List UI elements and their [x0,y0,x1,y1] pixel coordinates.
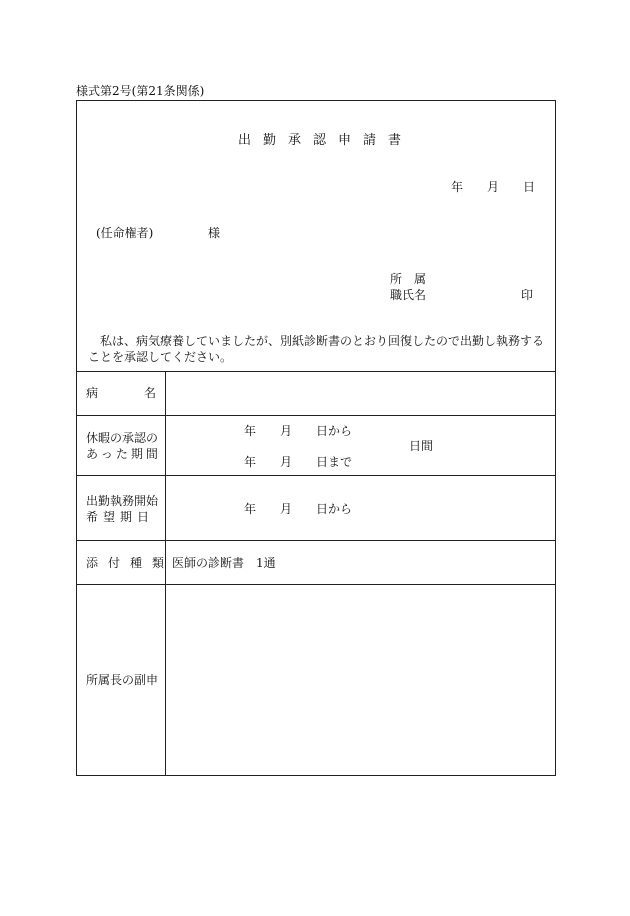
seal-label: 印 [521,288,534,302]
divider [77,584,555,585]
leave-period-label-line-1: 休暇の承認の [86,431,159,445]
attachments-value: 医師の診断書 1通 [172,556,276,570]
leave-to-day: 日まで [316,455,353,469]
supervisor-comment-label: 所属長の副申 [86,673,159,687]
return-date-label-line-2: 希望期日 [86,510,155,524]
leave-from-month: 月 [280,424,293,438]
statement-line-1: 私は、病気療養していましたが、別紙診断書のとおり回復したので出勤し執務する [100,334,545,348]
leave-days-label: 日間 [409,439,434,453]
name-label: 職氏名 [390,288,427,302]
attachments-label: 添付種類 [86,556,175,570]
date-day: 日 [523,180,536,194]
divider [77,415,555,416]
leave-to-year: 年 [244,455,257,469]
return-month: 月 [280,502,293,516]
column-divider [165,371,166,775]
return-day: 日から [316,502,353,516]
leave-period-label-line-2: あった期間 [86,447,161,461]
leave-to-month: 月 [280,455,293,469]
affiliation-label: 所 属 [390,272,427,286]
divider [77,371,555,372]
statement-line-2: ことを承認してください。 [88,350,233,364]
leave-from-year: 年 [244,424,257,438]
return-date-label-line-1: 出勤執務開始 [86,494,159,508]
date-month: 月 [487,180,500,194]
return-year: 年 [244,502,257,516]
form-number: 様式第2号(第21条関係) [76,84,205,98]
leave-from-day: 日から [316,424,353,438]
appointer-label: (任命権者) [96,226,154,240]
application-form [76,100,556,776]
addressee-honorific: 様 [208,226,221,240]
disease-name-label: 病 名 [86,386,156,400]
form-title: 出勤承認申請書 [238,133,414,148]
divider [77,540,555,541]
date-year: 年 [451,180,464,194]
divider [77,475,555,476]
